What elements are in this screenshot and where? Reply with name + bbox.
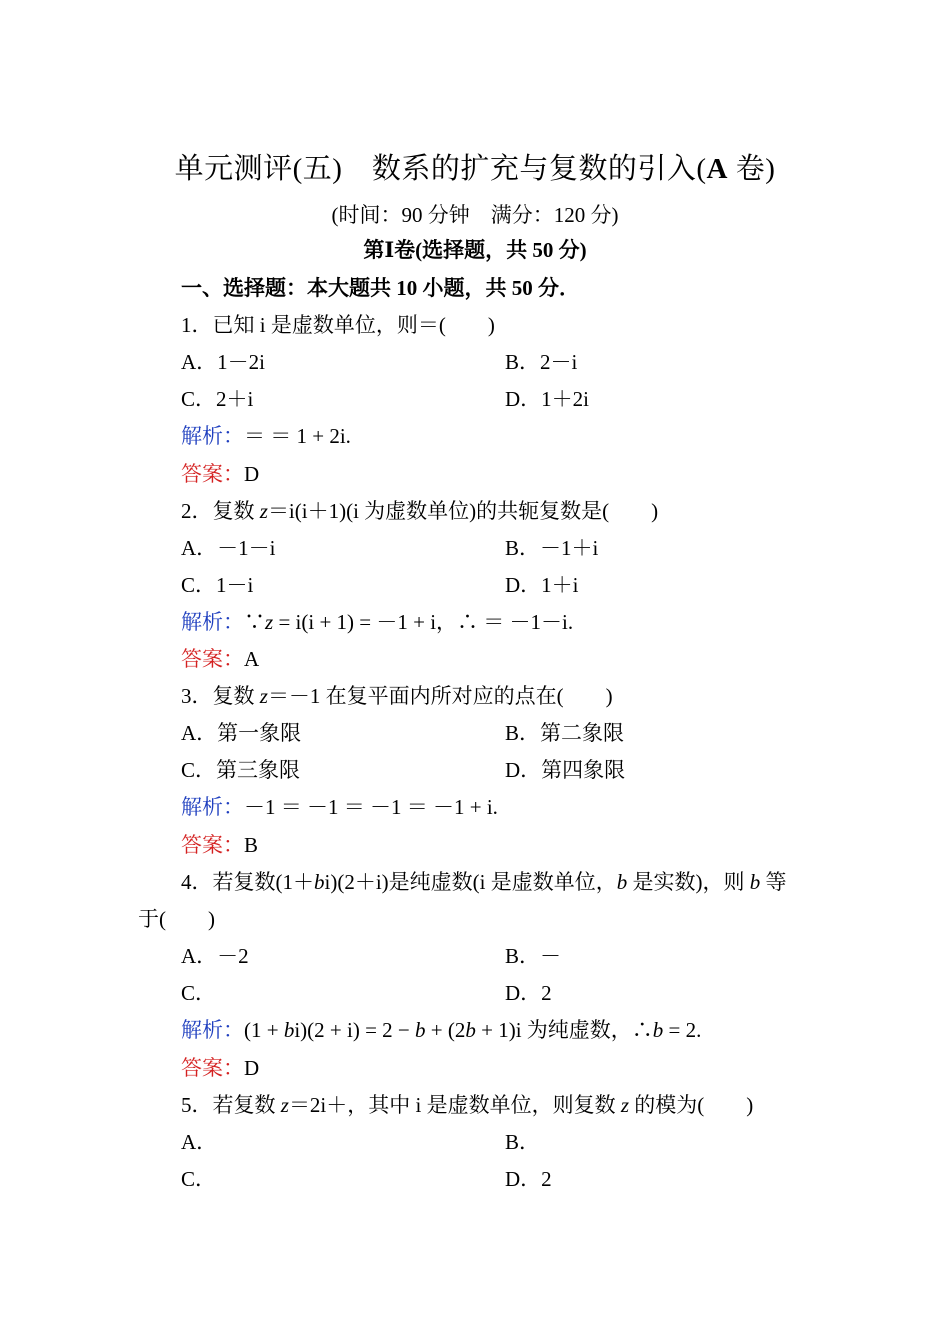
answer-label: 答案： (181, 1056, 244, 1080)
answer-label: 答案： (181, 462, 244, 486)
q5-option-d: D．2 (505, 1167, 552, 1191)
document-title: 单元测评(五) 数系的扩充与复数的引入(A 卷) (174, 153, 776, 185)
q4-option-c: C． (181, 981, 217, 1005)
q4-stem: 4．若复数(1＋bi)(2＋i)是纯虚数(i 是虚数单位，b 是实数)，则 b 等 (181, 870, 787, 894)
volume-title: 第Ⅰ卷(选择题，共 50 分) (363, 238, 587, 262)
q3-analysis: 解析：－1 ＝ －1 ＝ －1 ＝ －1 + i. (181, 795, 498, 819)
q1-option-c: C．2＋i (181, 387, 254, 411)
q2-answer: 答案：A (181, 647, 260, 671)
q3-stem: 3．复数 z＝－1 在复平面内所对应的点在( ) (181, 684, 613, 708)
q4-answer: 答案：D (181, 1056, 260, 1080)
q2-stem: 2．复数 z＝i(i＋1)(i 为虚数单位)的共轭复数是( ) (181, 499, 659, 523)
q1-stem: 1．已知 i 是虚数单位，则＝( ) (181, 313, 495, 337)
q5-option-b: B． (505, 1130, 541, 1154)
answer-label: 答案： (181, 833, 244, 857)
q1-option-d: D．1＋2i (505, 387, 589, 411)
q1-answer: 答案：D (181, 462, 260, 486)
q3-option-c: C．第三象限 (181, 758, 301, 782)
q2-analysis: 解析：∵z = i(i + 1) = －1 + i，∴ ＝ －1－i. (181, 610, 574, 634)
q4-option-a: A．－2 (181, 944, 249, 968)
q5-option-c: C． (181, 1167, 217, 1191)
q4-analysis: 解析：(1 + bi)(2 + i) = 2 − b + (2b + 1)i 为纯虚数，∴b = 2. (181, 1018, 702, 1042)
analysis-label: 解析： (181, 795, 244, 819)
q1-analysis: 解析：＝ ＝ 1 + 2i. (181, 424, 351, 448)
q3-option-a: A．第一象限 (181, 721, 302, 745)
q5-option-a: A． (181, 1130, 218, 1154)
q4-option-d: D．2 (505, 981, 552, 1005)
section-heading: 一、选择题：本大题共 10 小题，共 50 分． (181, 276, 580, 300)
answer-label: 答案： (181, 647, 244, 671)
q3-option-b: B．第二象限 (505, 721, 625, 745)
q2-option-d: D．1＋i (505, 573, 579, 597)
q1-option-b: B．2－i (505, 350, 578, 374)
q5-stem: 5．若复数 z＝2i＋，其中 i 是虚数单位，则复数 z 的模为( ) (181, 1093, 754, 1117)
analysis-label: 解析： (181, 1018, 244, 1042)
q2-option-b: B．－1＋i (505, 536, 599, 560)
q4-option-b: B．－ (505, 944, 562, 968)
analysis-label: 解析： (181, 610, 244, 634)
analysis-label: 解析： (181, 424, 244, 448)
q3-answer: 答案：B (181, 833, 259, 857)
exam-info: (时间：90 分钟 满分：120 分) (331, 203, 619, 227)
q2-option-a: A．－1－i (181, 536, 276, 560)
q1-option-a: A．1－2i (181, 350, 265, 374)
q2-option-c: C．1－i (181, 573, 254, 597)
q4-stem-continued: 于( ) (138, 907, 215, 931)
q3-option-d: D．第四象限 (505, 758, 626, 782)
